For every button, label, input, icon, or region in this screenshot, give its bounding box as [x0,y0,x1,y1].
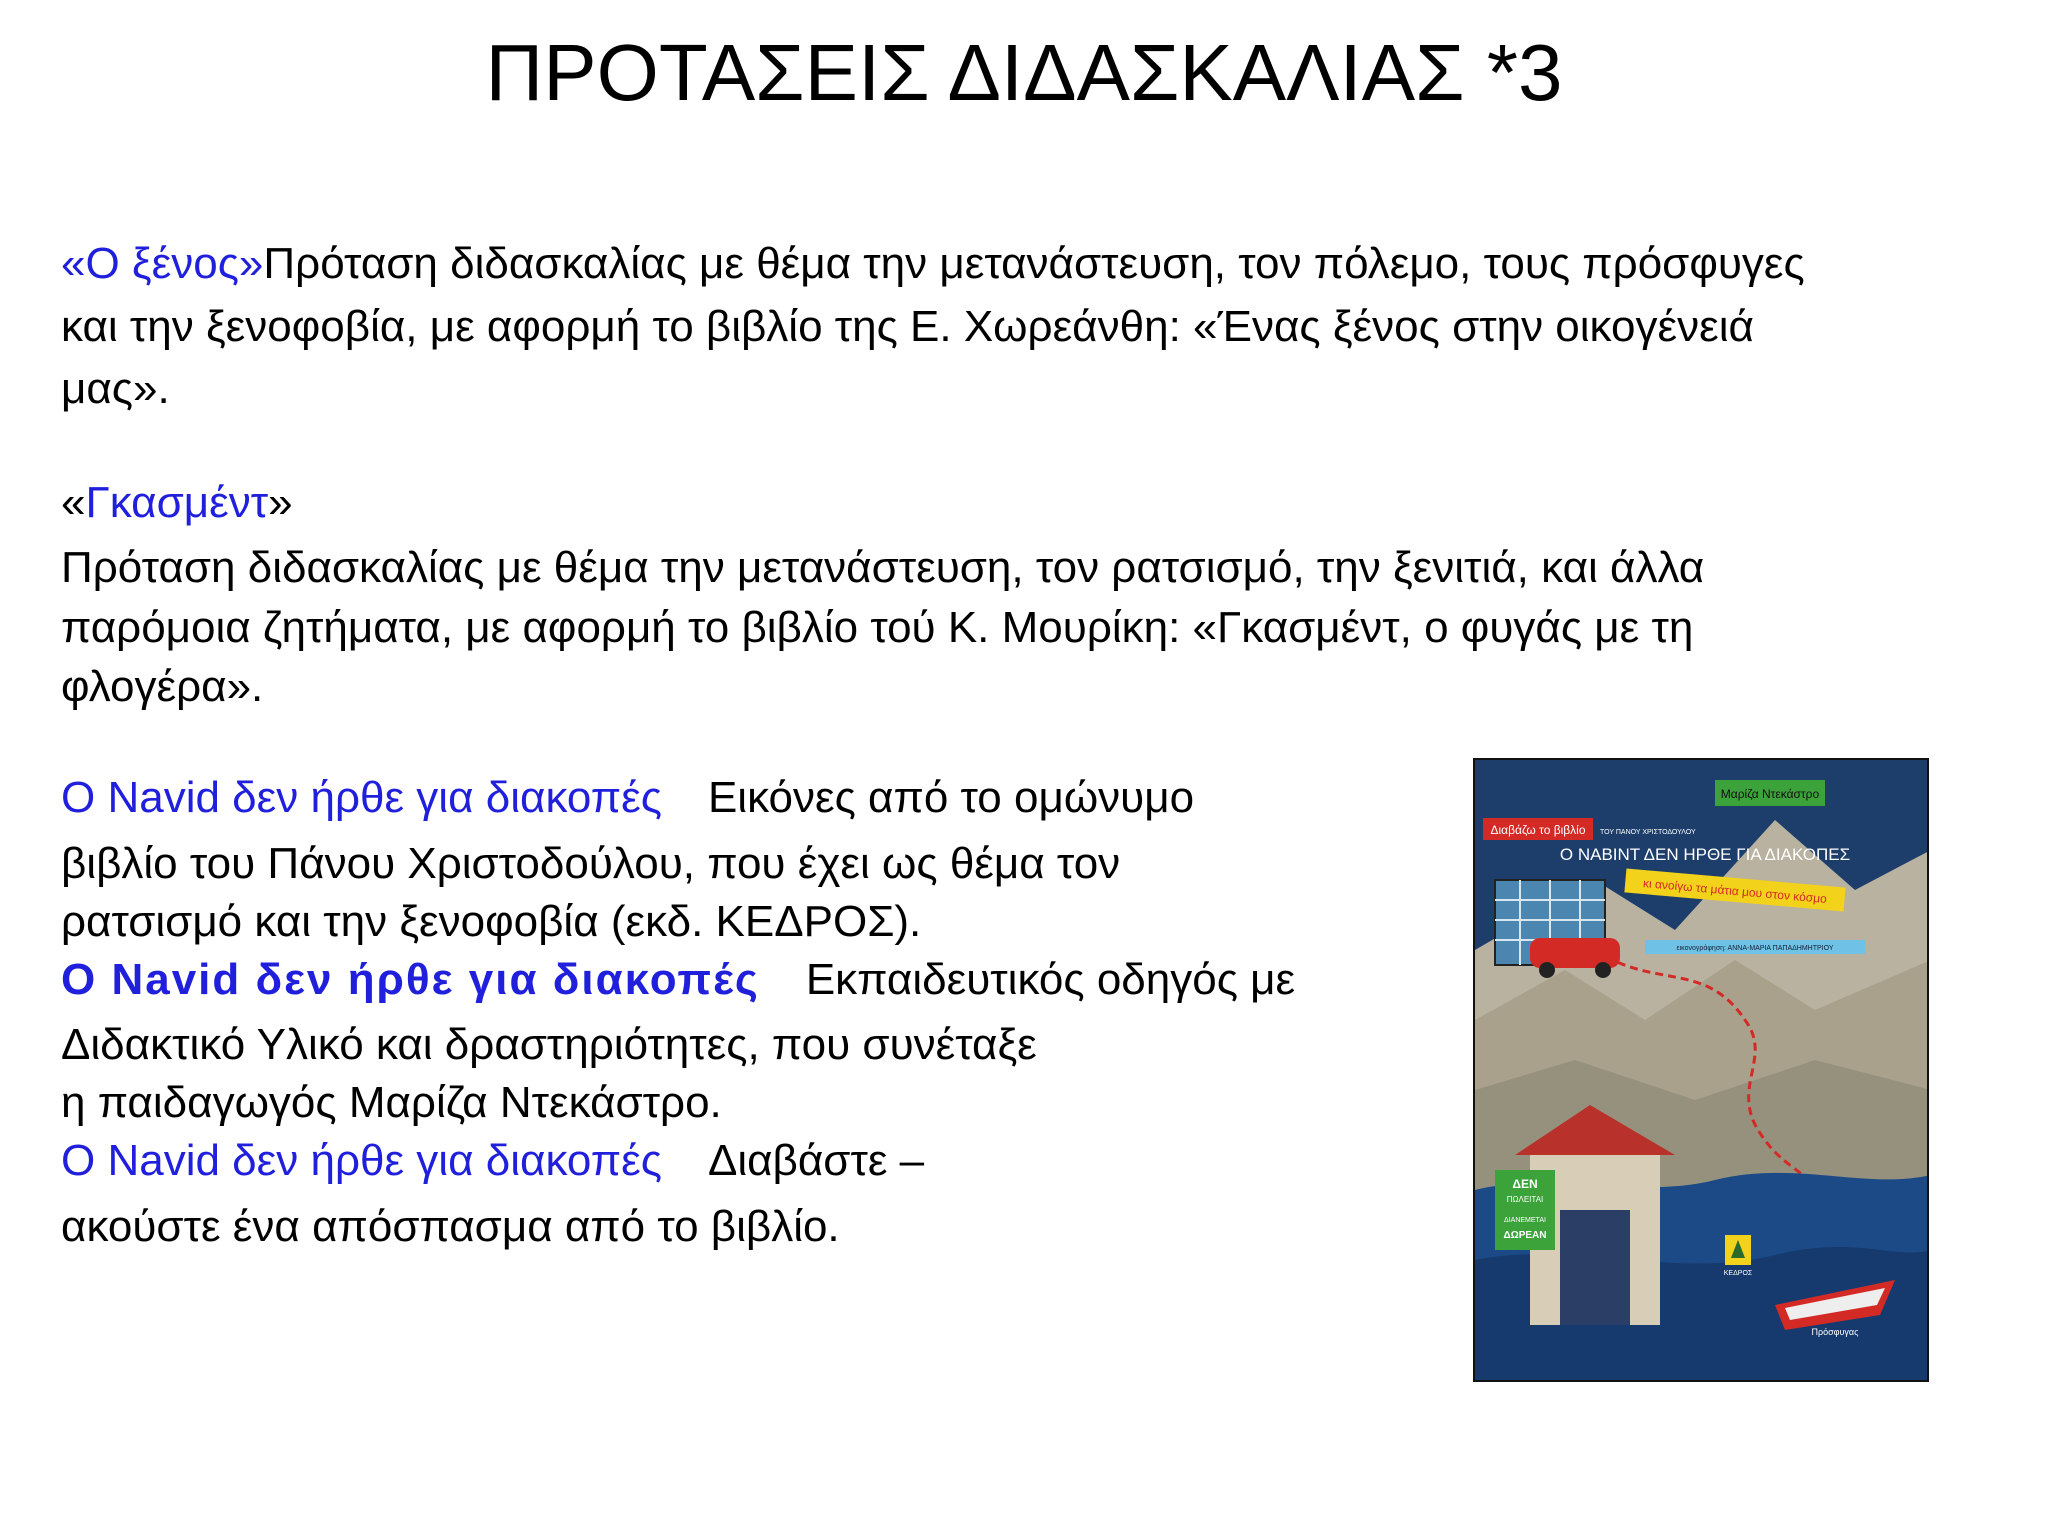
navid1-line-3: ρατσισμό και την ξενοφοβία (εκδ. ΚΕΔΡΟΣ). [61,897,922,946]
book-cover-image[interactable] [1473,758,1929,1382]
gkasment-line-3: φλογέρα». [61,662,264,711]
xenos-line-1 [61,233,1805,295]
cover-series-text: Διαβάζω το βιβλίο [1490,823,1586,837]
cover-car-wheel-2 [1595,962,1611,978]
cover-free-1: ΔΕΝ [1512,1177,1538,1191]
xenos-link[interactable]: Ο ξένος» [85,239,264,288]
navid3-line-2: ακούστε ένα απόσπασμα από το βιβλίο. [61,1202,840,1251]
gkasment-heading [61,472,293,534]
cover-subtitle-small: ΤΟΥ ΠΑΝΟΥ ΧΡΙΣΤΟΔΟΥΛΟΥ [1600,829,1696,836]
navid1-line-1 [61,767,1194,829]
book-cover-art [1475,760,1929,1382]
navid1-text-1: Εικόνες από το ομώνυμο [707,773,1195,822]
navid1-link[interactable]: Ο Navid δεν ήρθε για διακοπές [61,773,662,822]
cover-boat-label: Πρόσφυγας [1811,1327,1859,1337]
navid2-link[interactable]: Ο Navid δεν ήρθε για διακοπές [61,955,760,1004]
slide-title: ΠΡΟΤΑΣΕΙΣ ΔΙΔΑΣΚΑΛΙΑΣ *3 [485,28,1563,117]
navid3-text-1: Διαβάστε – [707,1136,925,1185]
cover-car-wheel-1 [1539,962,1555,978]
navid2-text-1: Εκπαιδευτικός οδηγός με [805,955,1296,1004]
xenos-text-1: Πρόταση διδασκαλίας με θέμα την μετανάστευση, τον πόλεμο, τους πρόσφυγες [263,239,1805,288]
cover-tagline: κι ανοίγω τα μάτια μου στον κόσμο [1642,875,1828,907]
gkasment-link[interactable]: Γκασμέντ [85,478,269,527]
navid3-line-1 [61,1130,924,1192]
xenos-line-2: και την ξενοφοβία, με αφορμή το βιβλίο της Ε. Χωρεάνθη: «Ένας ξένος στην οικογένειά [61,302,1754,351]
cover-publisher: ΚΕΔΡΟΣ [1723,1270,1753,1277]
cover-free-4: ΔΩΡΕΑΝ [1503,1230,1547,1241]
cover-house-door [1560,1210,1630,1325]
cover-free-2: ΠΩΛΕΙΤΑΙ [1506,1195,1544,1204]
cover-author-text: Μαρίζα Ντεκάστρο [1720,787,1820,801]
gkasment-open-quote: « [61,478,86,527]
gkasment-line-1: Πρόταση διδασκαλίας με θέμα την μετανάστευση, τον ρατσισμό, την ξενιτιά, και άλλα [61,543,1705,592]
cover-free-3: ΔΙΑΝΕΜΕΤΑΙ [1504,1217,1546,1224]
navid2-line-1 [61,949,1295,1011]
navid1-line-2: βιβλίο του Πάνου Χριστοδούλου, που έχει ως θέμα τον [61,839,1121,888]
xenos-line-3: μας». [61,364,170,413]
gkasment-close-quote: » [268,478,293,527]
cover-title: Ο ΝΑΒΙΝΤ ΔΕΝ ΗΡΘΕ ΓΙΑ ΔΙΑΚΟΠΕΣ [1559,845,1851,864]
navid3-link[interactable]: Ο Navid δεν ήρθε για διακοπές [61,1136,662,1185]
gkasment-line-2: παρόμοια ζητήματα, με αφορμή το βιβλίο τού Κ. Μουρίκη: «Γκασμέντ, ο φυγάς με τη [61,603,1694,652]
navid2-line-3: η παιδαγωγός Μαρίζα Ντεκάστρο. [61,1078,722,1127]
cover-illustrator: εικονογράφηση: ΑΝΝΑ-ΜΑΡΙΑ ΠΑΠΑΔΗΜΗΤΡΙΟΥ [1676,945,1834,952]
xenos-open-quote: « [61,239,86,288]
navid2-line-2: Διδακτικό Υλικό και δραστηριότητες, που συνέταξε [61,1020,1037,1069]
